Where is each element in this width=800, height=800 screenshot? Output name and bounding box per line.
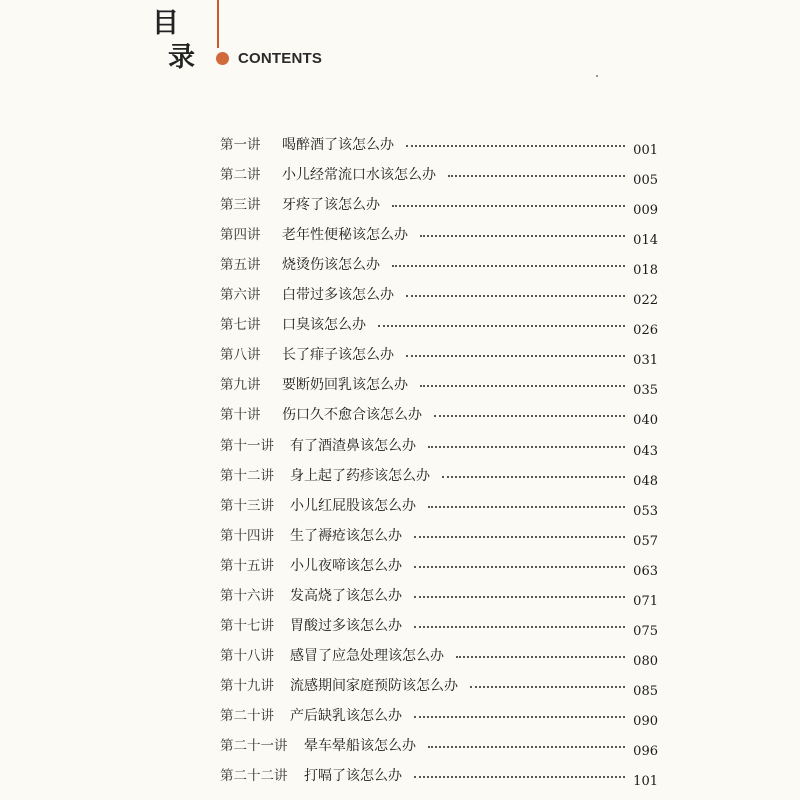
toc-entry-title: 小儿经常流口水该怎么办: [282, 167, 436, 184]
toc-lecture-number: 第四讲: [220, 227, 261, 244]
toc-lecture-number: 第十五讲: [220, 557, 274, 574]
toc-dot-leader: [392, 265, 625, 267]
toc-lecture-number: 第九讲: [220, 377, 261, 394]
toc-lecture-number: 第二十讲: [220, 707, 274, 724]
toc-entry[interactable]: [0, 164, 800, 190]
toc-entry-title: 身上起了药疹该怎么办: [290, 467, 430, 484]
toc-dot-leader: [420, 385, 625, 387]
toc-page-number: 101: [633, 774, 658, 790]
toc-page-number: 001: [633, 143, 658, 158]
toc-page-number: 043: [633, 443, 658, 459]
toc-page-number: 090: [633, 713, 658, 729]
toc-page-number: 035: [633, 383, 658, 399]
toc-dot-leader: [428, 746, 625, 748]
toc-lecture-number: 第十六讲: [220, 587, 274, 604]
toc-entry[interactable]: [0, 495, 800, 521]
toc-page-number: 022: [633, 293, 658, 309]
toc-dot-leader: [420, 235, 625, 237]
toc-dot-leader: [392, 205, 625, 207]
toc-page-number: 053: [633, 503, 658, 519]
toc-page-number: 026: [633, 323, 658, 339]
toc-page-number: 014: [633, 233, 658, 249]
toc-entry[interactable]: [0, 404, 800, 430]
toc-dot-leader: [406, 355, 625, 357]
toc-entry-title: 小儿夜啼该怎么办: [290, 557, 402, 574]
toc-entry-title: 产后缺乳该怎么办: [290, 707, 402, 724]
toc-lecture-number: 第十二讲: [220, 467, 274, 484]
toc-page-number: 080: [633, 653, 658, 669]
toc-page-number: 057: [633, 533, 658, 549]
toc-entry-title: 口臭该怎么办: [282, 317, 366, 334]
toc-dot-leader: [406, 295, 625, 297]
toc-entry[interactable]: [0, 705, 800, 731]
toc-entry-title: 烧烫伤该怎么办: [282, 257, 380, 274]
toc-entry[interactable]: [0, 675, 800, 701]
toc-lecture-number: 第七讲: [220, 317, 261, 334]
toc-dot-leader: [434, 415, 625, 417]
toc-dot-leader: [406, 145, 625, 147]
toc-entry-title: 晕车晕船该怎么办: [304, 738, 416, 754]
toc-lecture-number: 第十四讲: [220, 527, 274, 544]
toc-entry-title: 发高烧了该怎么办: [290, 587, 402, 604]
toc-entry[interactable]: [0, 525, 800, 551]
toc-entry[interactable]: [0, 374, 800, 400]
toc-page-number: 048: [633, 473, 658, 489]
toc-lecture-number: 第十讲: [220, 407, 261, 424]
toc-entry[interactable]: [0, 194, 800, 220]
toc-lecture-number: 第二十二讲: [220, 768, 288, 785]
contents-label: CONTENTS: [238, 50, 323, 67]
toc-entry-title: 流感期间家庭预防该怎么办: [290, 677, 458, 694]
toc-page-number: 031: [633, 353, 658, 369]
toc-page-number: 018: [633, 263, 658, 279]
toc-entry-title: 牙疼了该怎么办: [282, 197, 380, 214]
toc-entry-title: 喝醉酒了该怎么办: [282, 137, 394, 153]
page-title-char-2: 录: [168, 42, 195, 73]
toc-lecture-number: 第六讲: [220, 287, 261, 304]
toc-entry[interactable]: [0, 314, 800, 340]
toc-entry[interactable]: [0, 585, 800, 611]
toc-entry[interactable]: [0, 555, 800, 581]
toc-dot-leader: [456, 656, 625, 658]
toc-entry-title: 长了痱子该怎么办: [282, 347, 394, 364]
toc-entry[interactable]: [0, 134, 800, 160]
toc-entry[interactable]: [0, 435, 800, 461]
toc-lecture-number: 第十三讲: [220, 497, 274, 514]
toc-dot-leader: [448, 175, 625, 177]
toc-dot-leader: [414, 536, 625, 538]
toc-entry[interactable]: [0, 224, 800, 250]
toc-entry[interactable]: [0, 344, 800, 370]
toc-lecture-number: 第二讲: [220, 167, 261, 184]
toc-page-number: 009: [633, 203, 658, 219]
toc-lecture-number: 第十九讲: [220, 677, 274, 694]
toc-lecture-number: 第十八讲: [220, 647, 274, 664]
toc-lecture-number: 第五讲: [220, 257, 261, 274]
toc-entry-title: 有了酒渣鼻该怎么办: [290, 437, 416, 454]
toc-entry[interactable]: [0, 645, 800, 671]
page-title-char-1: 目: [152, 8, 179, 39]
toc-page-number: 063: [633, 563, 658, 579]
toc-dot-leader: [442, 476, 625, 478]
toc-entry-title: 老年性便秘该怎么办: [282, 227, 408, 244]
toc-page-number: 075: [633, 623, 658, 639]
toc-entry-title: 白带过多该怎么办: [282, 287, 394, 304]
toc-page-number: 096: [633, 744, 658, 759]
toc-lecture-number: 第三讲: [220, 197, 261, 214]
toc-dot-leader: [428, 506, 625, 508]
toc-page-number: 040: [633, 413, 658, 429]
toc-entry[interactable]: [0, 254, 800, 280]
toc-dot-leader: [414, 596, 625, 598]
toc-entry-title: 要断奶回乳该怎么办: [282, 377, 408, 394]
toc-entry-title: 感冒了应急处理该怎么办: [290, 647, 444, 664]
toc-dot-leader: [470, 686, 625, 688]
toc-entry-title: 小儿红屁股该怎么办: [290, 497, 416, 514]
toc-dot-leader: [414, 776, 625, 778]
toc-dot-leader: [428, 446, 625, 448]
toc-entry-title: 打嗝了该怎么办: [304, 768, 402, 785]
toc-entry[interactable]: [0, 615, 800, 641]
toc-dot-leader: [378, 325, 625, 327]
toc-dot-leader: [414, 716, 625, 718]
toc-page-number: 005: [633, 173, 658, 189]
toc-lecture-number: 第八讲: [220, 347, 261, 364]
toc-dot-leader: [414, 626, 625, 628]
toc-entry[interactable]: [0, 465, 800, 491]
toc-entry-title: 伤口久不愈合该怎么办: [282, 407, 422, 424]
toc-page-number: 085: [633, 683, 658, 699]
toc-entry[interactable]: [0, 284, 800, 310]
toc-entry-title: 胃酸过多该怎么办: [290, 617, 402, 634]
toc-lecture-number: 第二十一讲: [220, 738, 288, 754]
toc-entry[interactable]: [0, 765, 800, 791]
toc-dot-leader: [414, 566, 625, 568]
toc-lecture-number: 第一讲: [220, 137, 261, 153]
toc-entry[interactable]: [0, 735, 800, 761]
toc-lecture-number: 第十七讲: [220, 617, 274, 634]
toc-lecture-number: 第十一讲: [220, 437, 274, 454]
toc-entry-title: 生了褥疮该怎么办: [290, 527, 402, 544]
toc-page-number: 071: [633, 593, 658, 609]
